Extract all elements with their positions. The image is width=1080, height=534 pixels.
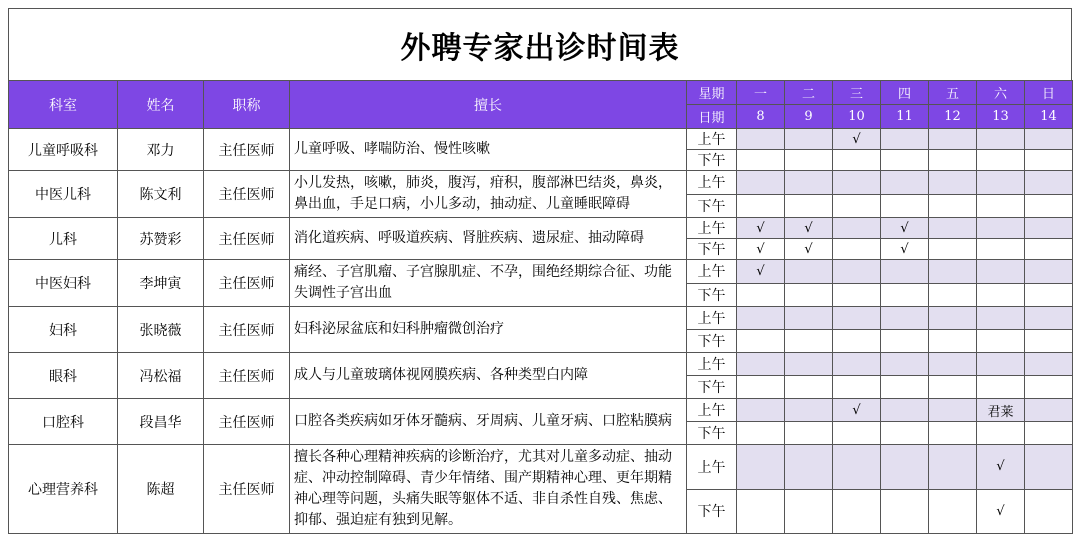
schedule-cell xyxy=(1025,194,1073,218)
schedule-cell xyxy=(881,445,929,490)
schedule-cell xyxy=(737,422,785,445)
schedule-cell: √ xyxy=(977,489,1025,534)
header-weekday: 五 xyxy=(929,81,977,105)
schedule-cell xyxy=(785,171,833,195)
schedule-cell xyxy=(737,399,785,422)
name-cell: 陈超 xyxy=(118,445,204,534)
schedule-cell xyxy=(881,353,929,376)
header-date: 10 xyxy=(833,105,881,129)
period-pm-label: 下午 xyxy=(687,489,737,534)
schedule-cell xyxy=(785,353,833,376)
table-row xyxy=(9,218,1073,239)
schedule-cell xyxy=(737,353,785,376)
schedule-cell xyxy=(737,171,785,195)
period-am-label: 上午 xyxy=(687,129,737,150)
schedule-cell xyxy=(737,129,785,150)
schedule-cell xyxy=(833,171,881,195)
name-cell: 冯松福 xyxy=(118,353,204,399)
schedule-cell: √ xyxy=(833,399,881,422)
schedule-cell xyxy=(833,445,881,490)
schedule-cell xyxy=(785,260,833,284)
period-pm-label: 下午 xyxy=(687,330,737,353)
schedule-cell xyxy=(977,129,1025,150)
schedule-cell: √ xyxy=(785,239,833,260)
dept-cell: 中医儿科 xyxy=(9,171,118,218)
schedule-cell xyxy=(977,239,1025,260)
schedule-cell xyxy=(977,422,1025,445)
header-weekday: 三 xyxy=(833,81,881,105)
header-name: 姓名 xyxy=(118,81,204,129)
schedule-cell xyxy=(833,260,881,284)
schedule-cell xyxy=(1025,422,1073,445)
header-specialty: 擅长 xyxy=(290,81,687,129)
table-row xyxy=(9,307,1073,330)
position-cell: 主任医师 xyxy=(204,445,290,534)
schedule-cell xyxy=(833,194,881,218)
schedule-cell xyxy=(929,353,977,376)
schedule-cell xyxy=(1025,445,1073,490)
schedule-cell xyxy=(737,376,785,399)
name-cell: 苏赞彩 xyxy=(118,218,204,260)
schedule-cell xyxy=(833,353,881,376)
schedule-cell xyxy=(1025,239,1073,260)
period-pm-label: 下午 xyxy=(687,239,737,260)
table-row xyxy=(9,260,1073,284)
schedule-cell xyxy=(929,307,977,330)
header-date: 9 xyxy=(785,105,833,129)
schedule-cell xyxy=(929,260,977,284)
schedule-cell xyxy=(1025,283,1073,307)
schedule-cell: √ xyxy=(977,445,1025,490)
header-weekday-label: 星期 xyxy=(687,81,737,105)
schedule-cell xyxy=(833,218,881,239)
schedule-cell xyxy=(737,489,785,534)
specialty-cell: 痛经、子宫肌瘤、子宫腺肌症、不孕，围绝经期综合征、功能失调性子宫出血 xyxy=(290,260,687,307)
specialty-cell: 口腔各类疾病如牙体牙髓病、牙周病、儿童牙病、口腔粘膜病 xyxy=(290,399,687,445)
header-date: 12 xyxy=(929,105,977,129)
schedule-cell: √ xyxy=(833,129,881,150)
period-am-label: 上午 xyxy=(687,307,737,330)
schedule-cell xyxy=(881,330,929,353)
schedule-cell xyxy=(929,218,977,239)
schedule-cell xyxy=(977,260,1025,284)
name-cell: 段昌华 xyxy=(118,399,204,445)
schedule-cell xyxy=(785,307,833,330)
schedule-cell: 君莱 xyxy=(977,399,1025,422)
schedule-cell xyxy=(1025,260,1073,284)
period-pm-label: 下午 xyxy=(687,283,737,307)
schedule-cell xyxy=(977,171,1025,195)
header-weekday: 一 xyxy=(737,81,785,105)
period-pm-label: 下午 xyxy=(687,422,737,445)
name-cell: 张晓薇 xyxy=(118,307,204,353)
schedule-cell xyxy=(833,489,881,534)
header-date: 14 xyxy=(1025,105,1073,129)
schedule-cell xyxy=(785,489,833,534)
page-title: 外聘专家出诊时间表 xyxy=(8,8,1072,80)
schedule-cell xyxy=(1025,171,1073,195)
schedule-cell xyxy=(1025,307,1073,330)
header-weekday: 四 xyxy=(881,81,929,105)
schedule-cell xyxy=(881,489,929,534)
schedule-cell xyxy=(881,129,929,150)
schedule-cell xyxy=(881,376,929,399)
period-am-label: 上午 xyxy=(687,171,737,195)
table-row xyxy=(9,445,1073,490)
specialty-cell: 擅长各种心理精神疾病的诊断治疗，尤其对儿童多动症、抽动症、冲动控制障碍、青少年情绪、围产期精神心理、更年期精神心理等问题，头痛失眠等躯体不适、非自杀性自残、焦虑、抑郁、强迫症有独到见解。 xyxy=(290,445,687,534)
schedule-cell xyxy=(929,129,977,150)
position-cell: 主任医师 xyxy=(204,129,290,171)
header-weekday: 二 xyxy=(785,81,833,105)
schedule-cell: √ xyxy=(785,218,833,239)
schedule-cell xyxy=(881,283,929,307)
period-am-label: 上午 xyxy=(687,353,737,376)
schedule-cell xyxy=(737,194,785,218)
schedule-cell xyxy=(977,330,1025,353)
schedule-cell xyxy=(977,307,1025,330)
header-date: 11 xyxy=(881,105,929,129)
period-pm-label: 下午 xyxy=(687,194,737,218)
schedule-cell xyxy=(1025,150,1073,171)
schedule-cell xyxy=(1025,399,1073,422)
schedule-cell xyxy=(977,283,1025,307)
schedule-cell xyxy=(1025,218,1073,239)
schedule-cell xyxy=(785,445,833,490)
schedule-cell xyxy=(881,260,929,284)
schedule-cell xyxy=(881,422,929,445)
schedule-cell: √ xyxy=(881,239,929,260)
schedule-cell xyxy=(785,422,833,445)
schedule-cell xyxy=(881,171,929,195)
header-dept: 科室 xyxy=(9,81,118,129)
schedule-cell xyxy=(737,283,785,307)
name-cell: 李坤寅 xyxy=(118,260,204,307)
name-cell: 邓力 xyxy=(118,129,204,171)
schedule-cell xyxy=(929,330,977,353)
dept-cell: 妇科 xyxy=(9,307,118,353)
schedule-cell xyxy=(881,150,929,171)
schedule-cell xyxy=(737,150,785,171)
dept-cell: 眼科 xyxy=(9,353,118,399)
header-position: 职称 xyxy=(204,81,290,129)
specialty-cell: 消化道疾病、呼吸道疾病、肾脏疾病、遗尿症、抽动障碍 xyxy=(290,218,687,260)
schedule-cell xyxy=(929,376,977,399)
schedule-cell xyxy=(833,283,881,307)
header-date: 8 xyxy=(737,105,785,129)
table-row xyxy=(9,171,1073,195)
schedule-cell xyxy=(881,194,929,218)
specialty-cell: 儿童呼吸、哮喘防治、慢性咳嗽 xyxy=(290,129,687,171)
schedule-cell xyxy=(833,376,881,399)
header-weekday: 日 xyxy=(1025,81,1073,105)
position-cell: 主任医师 xyxy=(204,353,290,399)
dept-cell: 中医妇科 xyxy=(9,260,118,307)
table-row xyxy=(9,399,1073,422)
schedule-cell xyxy=(833,307,881,330)
schedule-cell xyxy=(833,422,881,445)
position-cell: 主任医师 xyxy=(204,307,290,353)
schedule-cell xyxy=(833,330,881,353)
period-am-label: 上午 xyxy=(687,445,737,490)
header-date: 13 xyxy=(977,105,1025,129)
header-weekday: 六 xyxy=(977,81,1025,105)
dept-cell: 儿科 xyxy=(9,218,118,260)
schedule-cell xyxy=(737,307,785,330)
name-cell: 陈文利 xyxy=(118,171,204,218)
schedule-cell xyxy=(977,194,1025,218)
schedule-cell xyxy=(1025,129,1073,150)
schedule-cell xyxy=(785,150,833,171)
schedule-cell xyxy=(929,445,977,490)
schedule-cell xyxy=(785,283,833,307)
schedule-cell xyxy=(977,353,1025,376)
table-row xyxy=(9,353,1073,376)
specialty-cell: 小儿发热，咳嗽，肺炎，腹泻，疳积，腹部淋巴结炎，鼻炎，鼻出血，手足口病，小儿多动，抽动症、儿童睡眠障碍 xyxy=(290,171,687,218)
schedule-cell: √ xyxy=(737,218,785,239)
period-am-label: 上午 xyxy=(687,260,737,284)
schedule-cell xyxy=(929,150,977,171)
schedule-cell xyxy=(785,194,833,218)
schedule-cell xyxy=(929,422,977,445)
period-pm-label: 下午 xyxy=(687,376,737,399)
schedule-cell xyxy=(881,307,929,330)
schedule-cell xyxy=(1025,353,1073,376)
position-cell: 主任医师 xyxy=(204,171,290,218)
schedule-cell xyxy=(977,150,1025,171)
schedule-cell: √ xyxy=(881,218,929,239)
schedule-cell xyxy=(1025,489,1073,534)
schedule-cell xyxy=(737,445,785,490)
schedule-cell: √ xyxy=(737,239,785,260)
schedule-cell xyxy=(929,194,977,218)
period-am-label: 上午 xyxy=(687,399,737,422)
schedule-cell xyxy=(977,376,1025,399)
position-cell: 主任医师 xyxy=(204,399,290,445)
specialty-cell: 妇科泌尿盆底和妇科肿瘤微创治疗 xyxy=(290,307,687,353)
schedule-cell xyxy=(785,376,833,399)
position-cell: 主任医师 xyxy=(204,260,290,307)
schedule-table xyxy=(8,80,1073,534)
schedule-cell xyxy=(785,330,833,353)
schedule-cell xyxy=(785,399,833,422)
schedule-cell xyxy=(833,150,881,171)
schedule-cell xyxy=(929,399,977,422)
schedule-cell xyxy=(785,129,833,150)
schedule-cell xyxy=(929,239,977,260)
table-row xyxy=(9,129,1073,150)
dept-cell: 儿童呼吸科 xyxy=(9,129,118,171)
schedule-cell xyxy=(929,283,977,307)
dept-cell: 心理营养科 xyxy=(9,445,118,534)
schedule-cell xyxy=(1025,376,1073,399)
schedule-cell xyxy=(1025,330,1073,353)
schedule-body xyxy=(9,129,1073,534)
schedule-cell xyxy=(929,489,977,534)
schedule-cell xyxy=(977,218,1025,239)
specialty-cell: 成人与儿童玻璃体视网膜疾病、各种类型白内障 xyxy=(290,353,687,399)
dept-cell: 口腔科 xyxy=(9,399,118,445)
schedule-cell xyxy=(737,330,785,353)
schedule-cell: √ xyxy=(737,260,785,284)
position-cell: 主任医师 xyxy=(204,218,290,260)
schedule-cell xyxy=(881,399,929,422)
schedule-cell xyxy=(833,239,881,260)
schedule-cell xyxy=(929,171,977,195)
period-pm-label: 下午 xyxy=(687,150,737,171)
period-am-label: 上午 xyxy=(687,218,737,239)
header-date-label: 日期 xyxy=(687,105,737,129)
